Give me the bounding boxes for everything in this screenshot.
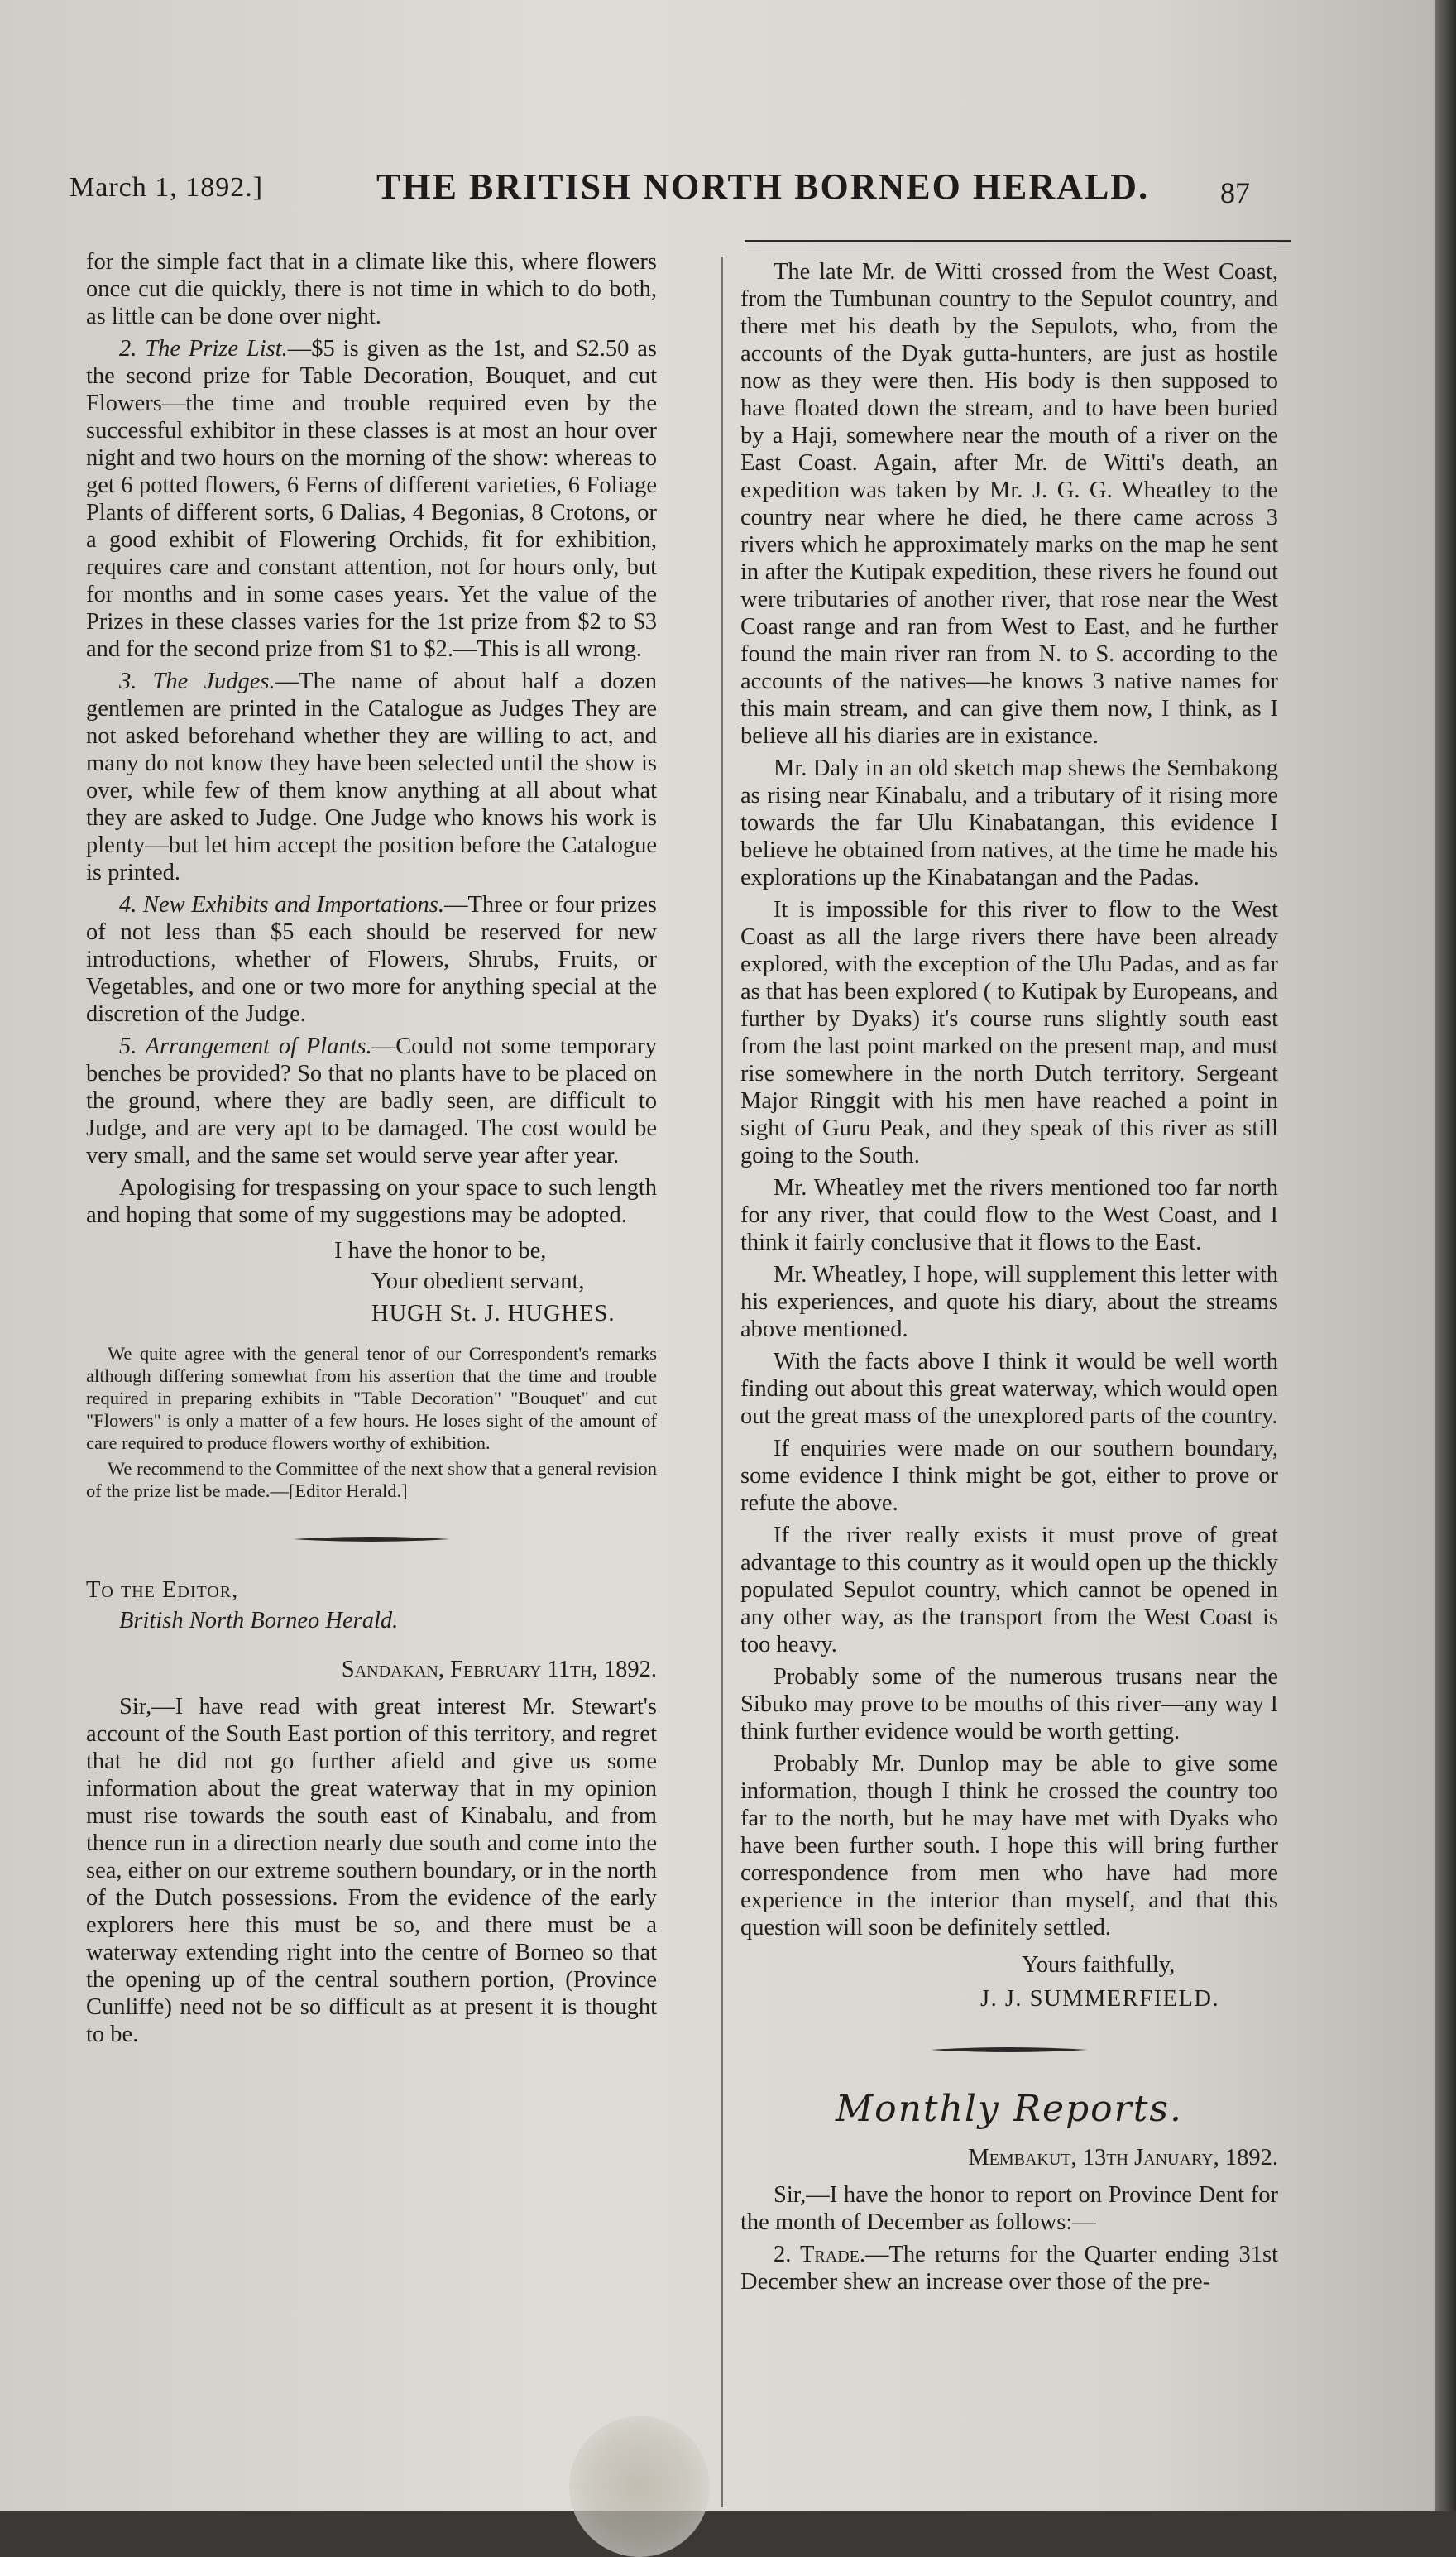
- paragraph: Apologising for trespassing on your space to such length and hoping that some of my suggestions may be adopted.: [86, 1175, 657, 1228]
- left-column: [86, 248, 657, 2053]
- closing-line: I have the honor to be,: [334, 1238, 547, 1264]
- paragraph-heading: 2. The Prize List.: [119, 336, 288, 362]
- right-column: [740, 258, 1278, 2300]
- letter-address: [86, 1576, 657, 1634]
- letter-dateline: Sandakan, February 11th, 1892.: [341, 1657, 657, 1682]
- header-rule: [745, 240, 1291, 242]
- paragraph: If enquiries were made on our southern boundary, some evidence I think might be got, either to prove or refute the above.: [740, 1436, 1278, 1516]
- page-edge-shadow: [1435, 0, 1456, 2511]
- paragraph: for the simple fact that in a climate like this, where flowers once cut die quickly, there is not time in which to do both, as little can be done over night.: [86, 249, 657, 329]
- closing-line: Yours faithfully,: [1022, 1952, 1176, 1978]
- paragraph-body: —The name of about half a dozen gentlemen are printed in the Catalogue as Judges They are not asked beforehand whether they are willing to act, and many do not know they have been selected until the show is over, while few of them know anything at all about what they are asked to Judge. One Judge who knows his work is plenty—but let him accept the position before the Catalogue is printed.: [86, 669, 658, 885]
- paragraph-body: —$5 is given as the 1st, and $2.50 as the second prize for Table Decoration, Bouquet, and cut Flowers—the time and trouble required even by the successful exhibitor in these classes is at most an hour over night and two hours on the morning of the show: whereas to get 6 potted flowers, 6 Ferns of different varieties, 6 Foliage Plants of different sorts, 6 Dalias, 4 Begonias, 8 Crotons, or a good exhibit of Flowering Orchids, fit for exhibition, requires care and constant attention, not for hours only, but for months and in some cases years. Yet the value of the Prizes in these classes varies for the 1st prize from $2 to $3 and for the second prize from $1 to $2.—This is all wrong.: [86, 336, 658, 662]
- section-title: Monthly Reports.: [836, 2088, 1183, 2130]
- signatory-name: J. J. SUMMERFIELD.: [980, 1986, 1220, 2012]
- paragraph-body: —Could not some temporary benches be provided? So that no plants have to be placed on the ground, where they are badly seen, are difficult to Judge, and are very apt to be damaged. The cost would be very small, and the same set would serve year after year.: [86, 1034, 657, 1168]
- library-stamp-icon: [569, 2416, 710, 2557]
- paragraph: It is impossible for this river to flow to the West Coast as all the large rivers there have been already explored, with the exception of the Ulu Padas, and as far as that has been explored ( to Kutipak by Europeans, and further by Dyaks) it's course runs slightly south east from the last point marked on the present map, and must rise somewhere in the north Dutch territory. Sergeant Major Ringgit with his men have reached a point in sight of Guru Peak, and they speak of this river as still going to the South.: [740, 897, 1278, 1168]
- editor-note: [86, 1342, 657, 1502]
- ornament-rule-icon: [289, 1531, 454, 1547]
- report-dateline: Membakut, 13th January, 1892.: [968, 2145, 1278, 2171]
- paragraph: [86, 891, 657, 1028]
- paragraph-body: —The returns for the Quarter ending 31st December shew an increase over those of the pre-: [740, 2242, 1279, 2295]
- paragraph: The late Mr. de Witti crossed from the West Coast, from the Tumbunan country to the Sepulot country, and there met his death by the Sepulots, who, from the accounts of the Dyak gutta-hunters, are just as hostile now as they were then. His body is then supposed to have floated down the stream, and to have been buried by a Haji, somewhere near the mouth of a river on the East Coast. Again, after Mr. de Witti's death, an expedition was taken by Mr. J. G. G. Wheatley to the country near where he died, he there came across 3 rivers which he approximately marks on the map he sent in after the Kutipak expedition, these rivers he found out were tributaries of another river, that rose near the West Coast range and ran from West to East, and he further found the main river ran from N. to S. according to the accounts of the natives—he knows 3 native names for this main stream, and can give them now, I think, as I believe all his diaries are in existance.: [740, 259, 1278, 749]
- page-header: [58, 166, 1282, 215]
- section-ornament: [86, 1527, 657, 1552]
- page-number: 87: [1220, 176, 1250, 209]
- paragraph: Probably Mr. Dunlop may be able to give some information, though I think he crossed the country too far to the north, but he may have met with Dyaks who have been further south. I hope this will bring further correspondence from men who have had more experience in the interior than myself, and that this question will soon be definitely settled.: [740, 1751, 1278, 1941]
- header-date: March 1, 1892.]: [69, 172, 264, 203]
- editor-note-paragraph: We recommend to the Committee of the next show that a general revision of the prize list be made.—[Editor Herald.]: [86, 1458, 657, 1501]
- paragraph: [86, 668, 657, 886]
- paragraph: Mr. Wheatley met the rivers mentioned too far north for any river, that could flow to the West Coast, and I think it fairly conclusive that it flows to the East.: [740, 1175, 1278, 1255]
- letter-signature: [86, 1237, 657, 1327]
- paragraph: [86, 1033, 657, 1169]
- paragraph: With the facts above I think it would be well worth finding out about this great waterway, which would open out the great mass of the unexplored parts of the country.: [740, 1349, 1278, 1429]
- section-ornament: [740, 2037, 1278, 2062]
- paragraph-heading: 4. New Exhibits and Importations.: [119, 892, 444, 918]
- ornament-rule-icon: [927, 2041, 1092, 2058]
- closing-line: Your obedient servant,: [371, 1269, 585, 1294]
- paragraph: If the river really exists it must prove of great advantage to this country as it would open up the thickly populated Sepulot country, which cannot be opened in any other way, as the transport from the West Coast is too heavy.: [740, 1523, 1278, 1657]
- address-line: British North Borneo Herald.: [119, 1608, 399, 1634]
- paragraph: Sir,—I have read with great interest Mr. Stewart's account of the South East portion of this territory, and regret that he did not go further afield and give us some information about the great waterway that in my opinion must rise towards the south east of Kinabalu, and from thence run in a direction nearly due south and come into the sea, either on our extreme southern boundary, or in the north of the Dutch possessions. From the evidence of the early explorers here this must be so, and there must be a waterway extending right into the centre of Borneo so that the opening up of the central southern portion, (Province Cunliffe) need not be so difficult as at present it is thought to be.: [86, 1694, 657, 2047]
- column-divider: [721, 257, 723, 2507]
- paragraph: [740, 2241, 1278, 2296]
- paragraph-body: —Three or four prizes of not less than $5 each should be reserved for new introductions, whether of Flowers, Shrubs, Fruits, or Vegetables, and one or two more for anything special at the discretion of the Judge.: [86, 892, 657, 1027]
- paragraph-heading: 3. The Judges.: [119, 669, 275, 694]
- header-title: THE BRITISH NORTH BORNEO HERALD.: [376, 166, 1150, 207]
- paragraph-heading: 5. Arrangement of Plants.: [119, 1034, 372, 1059]
- paragraph: [86, 335, 657, 663]
- address-line: To the Editor,: [86, 1577, 239, 1603]
- letter-signature: [740, 1951, 1278, 2012]
- paragraph: Sir,—I have the honor to report on Province Dent for the month of December as follows:—: [740, 2182, 1278, 2235]
- paragraph: Mr. Daly in an old sketch map shews the Sembakong as rising near Kinabalu, and a tributary of it rising more towards the far Ulu Kinabatangan, this evidence I believe he obtained from natives, at the time he made his explorations up the Kinabatangan and the Padas.: [740, 756, 1278, 890]
- paragraph-heading: 2. Trade.: [774, 2242, 865, 2267]
- signatory-name: HUGH St. J. HUGHES.: [371, 1301, 615, 1326]
- paragraph: Mr. Wheatley, I hope, will supplement this letter with his experiences, and quote his diary, about the streams above mentioned.: [740, 1262, 1278, 1342]
- editor-note-paragraph: We quite agree with the general tenor of our Correspondent's remarks although differing somewhat from his assertion that the time and trouble required in preparing exhibits in "Table Decoration" "Bouquet" and cut "Flowers" is only a matter of a few hours. He loses sight of the amount of care required to produce flowers worthy of exhibition.: [86, 1343, 657, 1453]
- paragraph: Probably some of the numerous trusans near the Sibuko may prove to be mouths of this river—any way I think further evidence would be worth getting.: [740, 1664, 1278, 1744]
